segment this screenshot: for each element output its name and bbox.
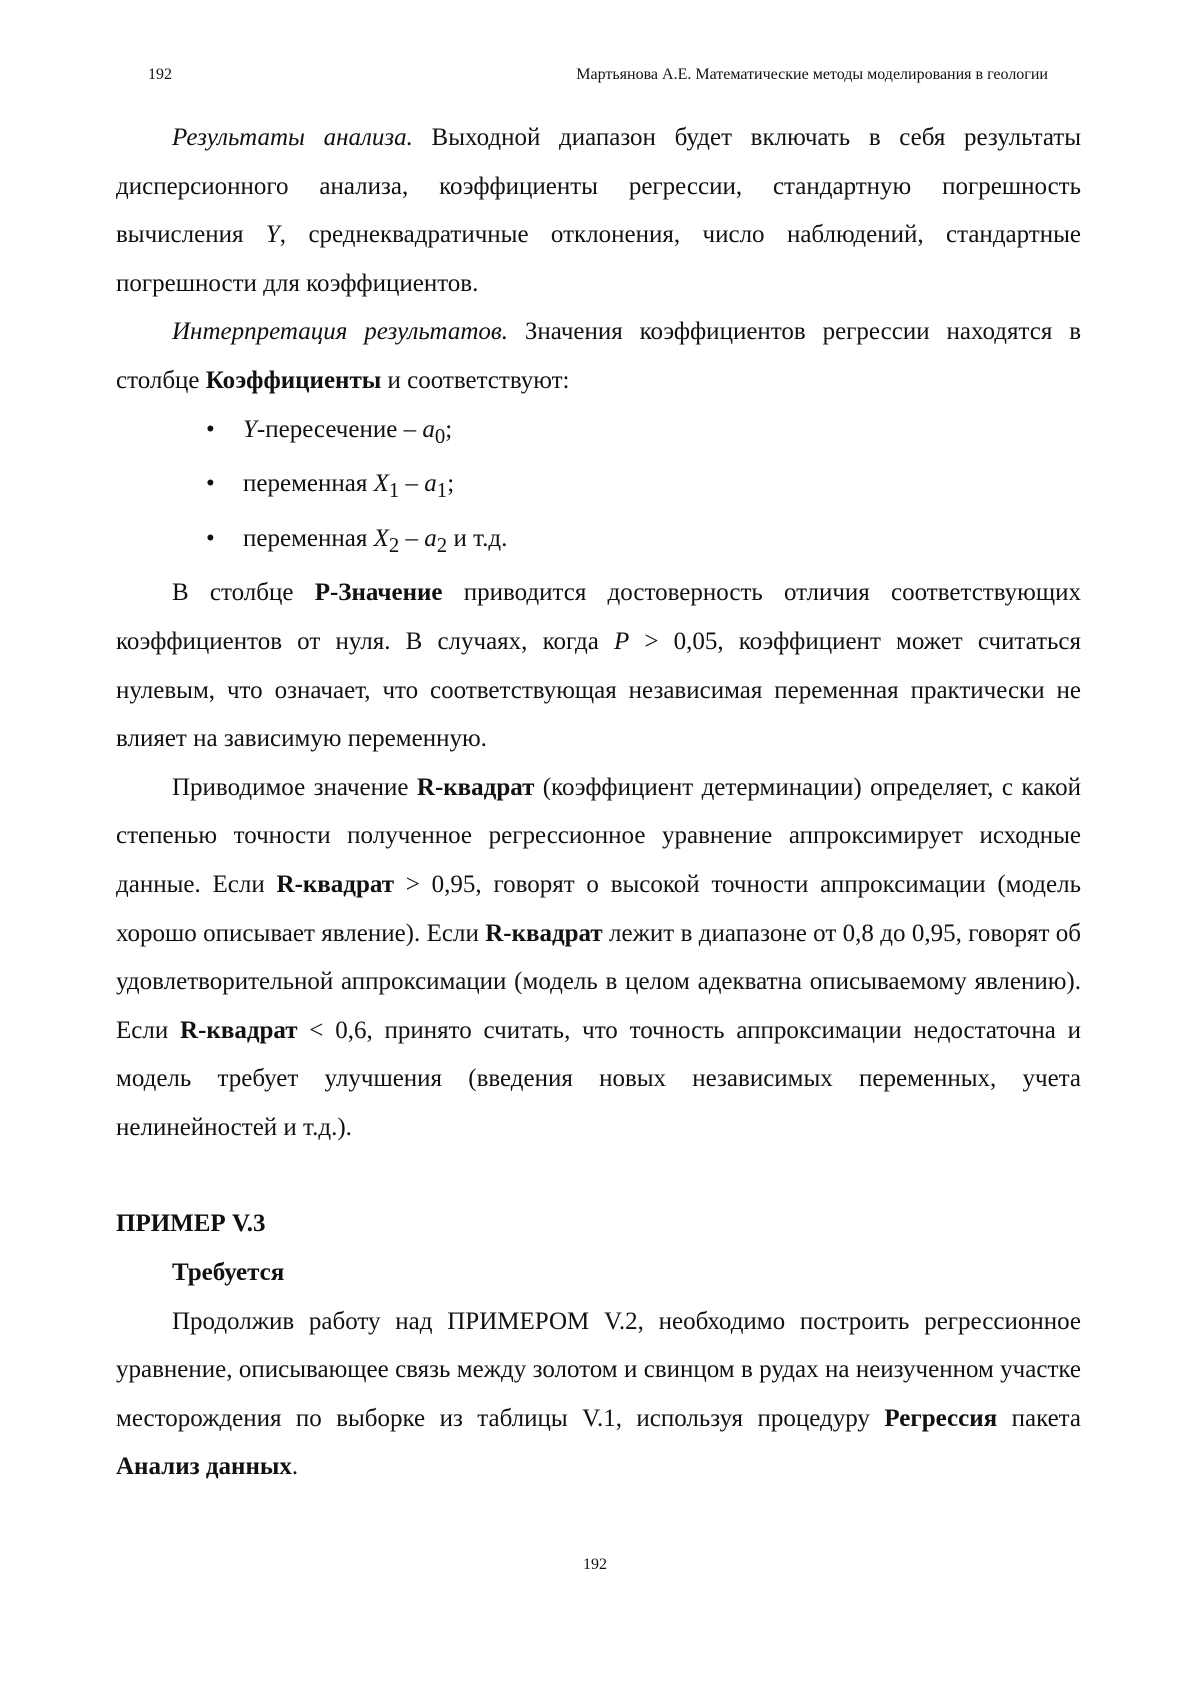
header-page-number: 192 xyxy=(148,66,172,83)
interpretation-lead: Интерпретация результатов. xyxy=(172,318,508,346)
paragraph-p-value: В столбце Р-Значение приводится достоверность отличия соответствующих коэффициентов от нуля. В случаях, когда P > 0,05, коэффициент может считаться нулевым, что означает, что соответствующая независимая переменная практически не влияет на зависимую переменную. xyxy=(116,579,1081,753)
list-item: • переменная $X_2 - a_2$ и т.д. xyxy=(116,515,1081,570)
paragraph-interpretation: Интерпретация результатов. Значения коэффициентов регрессии находятся в столбце Коэффициенты и соответствуют: xyxy=(116,318,1082,394)
variable-p: P xyxy=(613,627,630,655)
example-heading: ПРИМЕР V.3 xyxy=(116,1210,266,1238)
paragraph-r-squared: Приводимое значение R-квадрат (коэффициент детерминации) определяет, с какой степенью точности полученное регрессионное уравнение аппроксимирует исходные данные. Если R-квадрат > 0,95, говорят о высокой точности аппроксимации (модель хорошо описывает явление). Если R-квадрат лежит в диапазоне от 0,8 до 0,95, говорят об удовлетворительной аппроксимации (модель в целом адекватна описываемому явлению). Если R-квадрат < 0,6, принято считать, что точность аппроксимации недостаточна и модель требует улучшения (введения новых независимых переменных, учета нелинейностей и т.д.). xyxy=(116,773,1081,1141)
running-header xyxy=(148,66,1048,94)
coefficients-term: Коэффициенты xyxy=(205,366,382,394)
coefficient-list xyxy=(116,406,1081,570)
paragraph-task: Продолжив работу над ПРИМЕРОМ V.2, необходимо построить регрессионное уравнение, описывающее связь между золотом и свинцом в рудах на неизученном участке месторождения по выборке из таблицы V.1, используя процедуру Регрессия пакета Анализ данных. xyxy=(116,1307,1082,1481)
running-title: Мартьянова А.Е. Математические методы моделирования в геологии xyxy=(576,66,1048,83)
required-subheading: Требуется xyxy=(172,1259,285,1287)
page-body xyxy=(116,114,1081,1492)
paragraph-results: Результаты анализа. Выходной диапазон будет включать в себя результаты дисперсионного анализа, коэффициенты регрессии, стандартную погрешность вычисления Y, среднеквадратичные отклонения, число наблюдений, стандартные погрешности для коэффициентов. xyxy=(116,124,1081,297)
variable-y: Y xyxy=(265,221,280,249)
list-item: • Y-пересечение – $a_0$; xyxy=(116,406,1081,461)
footer-page-number: 192 xyxy=(583,1556,607,1573)
list-item: • переменная $X_1 - a_1$; xyxy=(116,460,1081,515)
results-lead: Результаты анализа. xyxy=(172,124,413,151)
p-value-term: Р-Значение xyxy=(314,579,443,607)
